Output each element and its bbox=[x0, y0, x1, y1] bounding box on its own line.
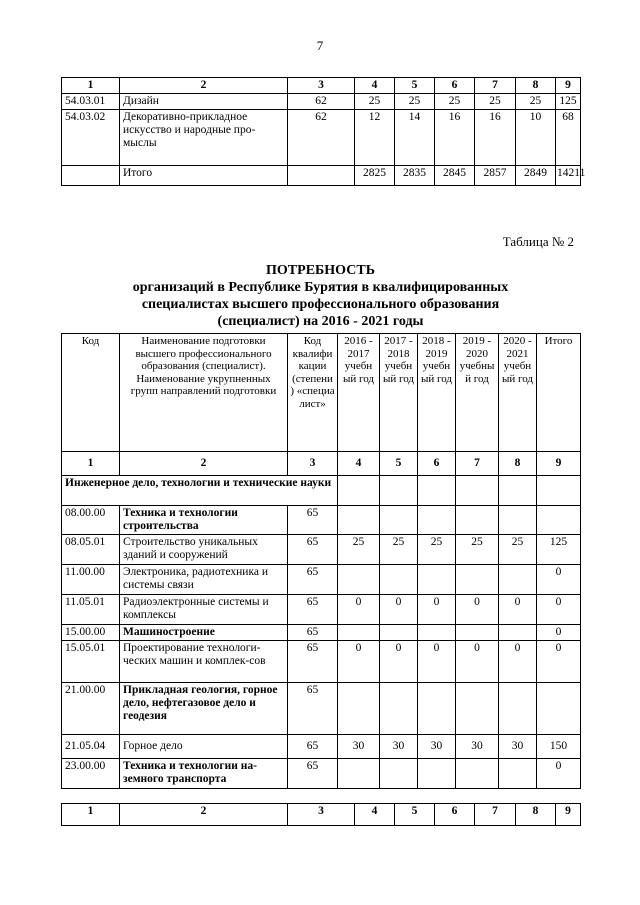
column-number: 5 bbox=[395, 78, 435, 94]
heading-line: организаций в Республике Бурятия в квалифицированных bbox=[132, 280, 509, 295]
name-cell: Горное дело bbox=[120, 735, 288, 759]
value-cell: 0 bbox=[338, 595, 380, 625]
name-cell: Электроника, радиотехника и системы связи bbox=[120, 565, 288, 595]
code-cell: 54.03.01 bbox=[62, 94, 120, 110]
table-continuation bbox=[61, 77, 586, 186]
column-header-year: 2017 - 2018 учебн ый год bbox=[380, 334, 418, 452]
column-number-row bbox=[62, 78, 581, 94]
value-cell bbox=[380, 506, 418, 535]
value-cell bbox=[499, 759, 537, 789]
value-cell: 30 bbox=[338, 735, 380, 759]
value-cell: 30 bbox=[418, 735, 456, 759]
value-cell: 12 bbox=[355, 110, 395, 166]
total-cell: 0 bbox=[537, 759, 581, 789]
empty-cell bbox=[338, 476, 380, 506]
value-cell bbox=[418, 683, 456, 735]
qual-cell: 65 bbox=[288, 506, 338, 535]
heading-line: (специалист) на 2016 - 2021 годы bbox=[217, 314, 424, 329]
value-cell bbox=[380, 565, 418, 595]
qual-cell: 65 bbox=[288, 683, 338, 735]
value-cell: 2845 bbox=[435, 166, 475, 186]
total-cell: 125 bbox=[537, 535, 581, 565]
total-cell: 125 bbox=[556, 94, 581, 110]
column-number: 4 bbox=[355, 78, 395, 94]
name-cell: Строительство уникальных зданий и сооружений bbox=[120, 535, 288, 565]
column-number: 1 bbox=[62, 78, 120, 94]
value-cell: 25 bbox=[355, 94, 395, 110]
table-next-page-header bbox=[61, 803, 581, 826]
value-cell bbox=[380, 683, 418, 735]
qual-cell bbox=[288, 166, 355, 186]
table-row bbox=[62, 641, 581, 683]
name-cell: Декоративно-прикладное искусство и народные про-мыслы bbox=[120, 110, 288, 166]
qual-cell: 65 bbox=[288, 595, 338, 625]
column-number: 8 bbox=[516, 804, 556, 826]
column-number: 1 bbox=[62, 804, 120, 826]
code-cell: 08.05.01 bbox=[62, 535, 120, 565]
value-cell: 16 bbox=[435, 110, 475, 166]
value-cell: 0 bbox=[338, 641, 380, 683]
qual-cell: 65 bbox=[288, 565, 338, 595]
value-cell bbox=[338, 759, 380, 789]
value-cell bbox=[338, 625, 380, 641]
value-cell bbox=[456, 565, 499, 595]
name-cell: Дизайн bbox=[120, 94, 288, 110]
table-row bbox=[62, 535, 581, 565]
value-cell bbox=[499, 506, 537, 535]
qual-cell: 65 bbox=[288, 641, 338, 683]
column-number: 9 bbox=[556, 78, 581, 94]
value-cell: 0 bbox=[380, 641, 418, 683]
table-row bbox=[62, 595, 581, 625]
value-cell: 30 bbox=[380, 735, 418, 759]
table-row bbox=[62, 506, 581, 535]
table-row bbox=[62, 94, 581, 110]
value-cell: 30 bbox=[456, 735, 499, 759]
value-cell: 25 bbox=[338, 535, 380, 565]
section-title: Инженерное дело, технологии и технические науки bbox=[62, 476, 338, 506]
value-cell: 2849 bbox=[516, 166, 556, 186]
column-header-name: Наименование подготовки высшего профессионального образования (специалист). Наименование укрупненных групп направлений подготовки bbox=[120, 334, 288, 452]
code-cell: 21.00.00 bbox=[62, 683, 120, 735]
column-number: 2 bbox=[120, 78, 288, 94]
header-row bbox=[62, 334, 581, 452]
value-cell bbox=[499, 625, 537, 641]
column-number-row bbox=[62, 804, 581, 826]
total-cell: 14211 bbox=[556, 166, 581, 186]
section-row bbox=[62, 476, 581, 506]
value-cell: 0 bbox=[380, 595, 418, 625]
name-cell: Техника и технологии строительства bbox=[120, 506, 288, 535]
heading-line: специалистах высшего профессионального образования bbox=[141, 297, 500, 312]
qual-cell: 65 bbox=[288, 735, 338, 759]
demand-table bbox=[61, 333, 581, 789]
column-number: 9 bbox=[537, 452, 581, 476]
column-number: 2 bbox=[120, 452, 288, 476]
value-cell bbox=[418, 625, 456, 641]
column-header-year: 2018 - 2019 учебн ый год bbox=[418, 334, 456, 452]
table-row bbox=[62, 565, 581, 595]
column-number: 9 bbox=[556, 804, 581, 826]
table-body bbox=[62, 506, 581, 789]
value-cell bbox=[418, 506, 456, 535]
table-row bbox=[62, 110, 581, 166]
value-cell bbox=[338, 506, 380, 535]
column-number: 3 bbox=[288, 452, 338, 476]
qual-cell: 65 bbox=[288, 759, 338, 789]
value-cell: 0 bbox=[418, 641, 456, 683]
value-cell: 0 bbox=[456, 641, 499, 683]
table-row bbox=[62, 735, 581, 759]
column-number: 5 bbox=[395, 804, 435, 826]
value-cell bbox=[456, 683, 499, 735]
value-cell bbox=[418, 759, 456, 789]
column-number: 8 bbox=[499, 452, 537, 476]
qual-cell: 65 bbox=[288, 535, 338, 565]
column-header-total: Итого bbox=[537, 334, 581, 452]
qual-cell: 62 bbox=[288, 110, 355, 166]
value-cell bbox=[456, 759, 499, 789]
value-cell: 0 bbox=[499, 595, 537, 625]
value-cell bbox=[456, 625, 499, 641]
column-number: 6 bbox=[435, 804, 475, 826]
heading-title: ПОТРЕБНОСТЬ bbox=[266, 263, 375, 278]
column-number: 3 bbox=[288, 804, 355, 826]
column-header-year: 2020 - 2021 учебн ый год bbox=[499, 334, 537, 452]
total-cell: 0 bbox=[537, 565, 581, 595]
table-label: Таблица № 2 bbox=[502, 234, 574, 249]
value-cell bbox=[499, 565, 537, 595]
total-cell: 68 bbox=[556, 110, 581, 166]
value-cell: 25 bbox=[395, 94, 435, 110]
column-number: 1 bbox=[62, 452, 120, 476]
column-number: 4 bbox=[338, 452, 380, 476]
name-cell: Техника и технологии на-земного транспорта bbox=[120, 759, 288, 789]
value-cell bbox=[418, 565, 456, 595]
name-cell: Прикладная геология, горное дело, нефтегазовое дело и геодезия bbox=[120, 683, 288, 735]
total-cell: 0 bbox=[537, 641, 581, 683]
value-cell bbox=[338, 683, 380, 735]
empty-cell bbox=[456, 476, 499, 506]
value-cell: 0 bbox=[456, 595, 499, 625]
document-heading bbox=[61, 262, 580, 330]
table-row bbox=[62, 625, 581, 641]
column-number: 7 bbox=[456, 452, 499, 476]
value-cell bbox=[456, 506, 499, 535]
empty-cell bbox=[380, 476, 418, 506]
column-number: 7 bbox=[475, 804, 516, 826]
column-number: 4 bbox=[355, 804, 395, 826]
name-cell: Радиоэлектронные системы и комплексы bbox=[120, 595, 288, 625]
column-number: 3 bbox=[288, 78, 355, 94]
empty-cell bbox=[418, 476, 456, 506]
column-number: 8 bbox=[516, 78, 556, 94]
value-cell: 25 bbox=[435, 94, 475, 110]
qual-cell: 65 bbox=[288, 625, 338, 641]
code-cell: 08.00.00 bbox=[62, 506, 120, 535]
total-cell: 0 bbox=[537, 625, 581, 641]
column-number-row bbox=[62, 452, 581, 476]
table-row bbox=[62, 759, 581, 789]
value-cell: 2857 bbox=[475, 166, 516, 186]
column-number: 7 bbox=[475, 78, 516, 94]
value-cell: 25 bbox=[516, 94, 556, 110]
value-cell: 2825 bbox=[355, 166, 395, 186]
column-number: 2 bbox=[120, 804, 288, 826]
value-cell: 2835 bbox=[395, 166, 435, 186]
value-cell: 14 bbox=[395, 110, 435, 166]
table-row-total bbox=[62, 166, 581, 186]
column-number: 6 bbox=[418, 452, 456, 476]
column-header-qual: Код квалифи кации (степени ) «специа лист» bbox=[288, 334, 338, 452]
code-cell bbox=[62, 166, 120, 186]
value-cell: 25 bbox=[380, 535, 418, 565]
name-cell: Проектирование технологи-ческих машин и комплек-сов bbox=[120, 641, 288, 683]
code-cell: 11.00.00 bbox=[62, 565, 120, 595]
code-cell: 15.05.01 bbox=[62, 641, 120, 683]
value-cell: 25 bbox=[475, 94, 516, 110]
value-cell bbox=[380, 759, 418, 789]
column-header-year: 2019 - 2020 учебны й год bbox=[456, 334, 499, 452]
column-header-code: Код bbox=[62, 334, 120, 452]
value-cell bbox=[380, 625, 418, 641]
code-cell: 23.00.00 bbox=[62, 759, 120, 789]
value-cell bbox=[338, 565, 380, 595]
total-cell: 0 bbox=[537, 595, 581, 625]
name-cell: Машиностроение bbox=[120, 625, 288, 641]
table-row bbox=[62, 683, 581, 735]
total-cell bbox=[537, 506, 581, 535]
empty-cell bbox=[537, 476, 581, 506]
value-cell: 25 bbox=[499, 535, 537, 565]
code-cell: 21.05.04 bbox=[62, 735, 120, 759]
code-cell: 15.00.00 bbox=[62, 625, 120, 641]
value-cell: 0 bbox=[418, 595, 456, 625]
page-number: 7 bbox=[316, 38, 324, 53]
value-cell: 0 bbox=[499, 641, 537, 683]
code-cell: 54.03.02 bbox=[62, 110, 120, 166]
value-cell: 10 bbox=[516, 110, 556, 166]
total-cell: 150 bbox=[537, 735, 581, 759]
value-cell: 16 bbox=[475, 110, 516, 166]
value-cell: 30 bbox=[499, 735, 537, 759]
value-cell bbox=[499, 683, 537, 735]
value-cell: 25 bbox=[456, 535, 499, 565]
qual-cell: 62 bbox=[288, 94, 355, 110]
name-cell: Итого bbox=[120, 166, 288, 186]
column-number: 6 bbox=[435, 78, 475, 94]
column-number: 5 bbox=[380, 452, 418, 476]
value-cell: 25 bbox=[418, 535, 456, 565]
code-cell: 11.05.01 bbox=[62, 595, 120, 625]
total-cell bbox=[537, 683, 581, 735]
column-header-year: 2016 - 2017 учебн ый год bbox=[338, 334, 380, 452]
empty-cell bbox=[499, 476, 537, 506]
